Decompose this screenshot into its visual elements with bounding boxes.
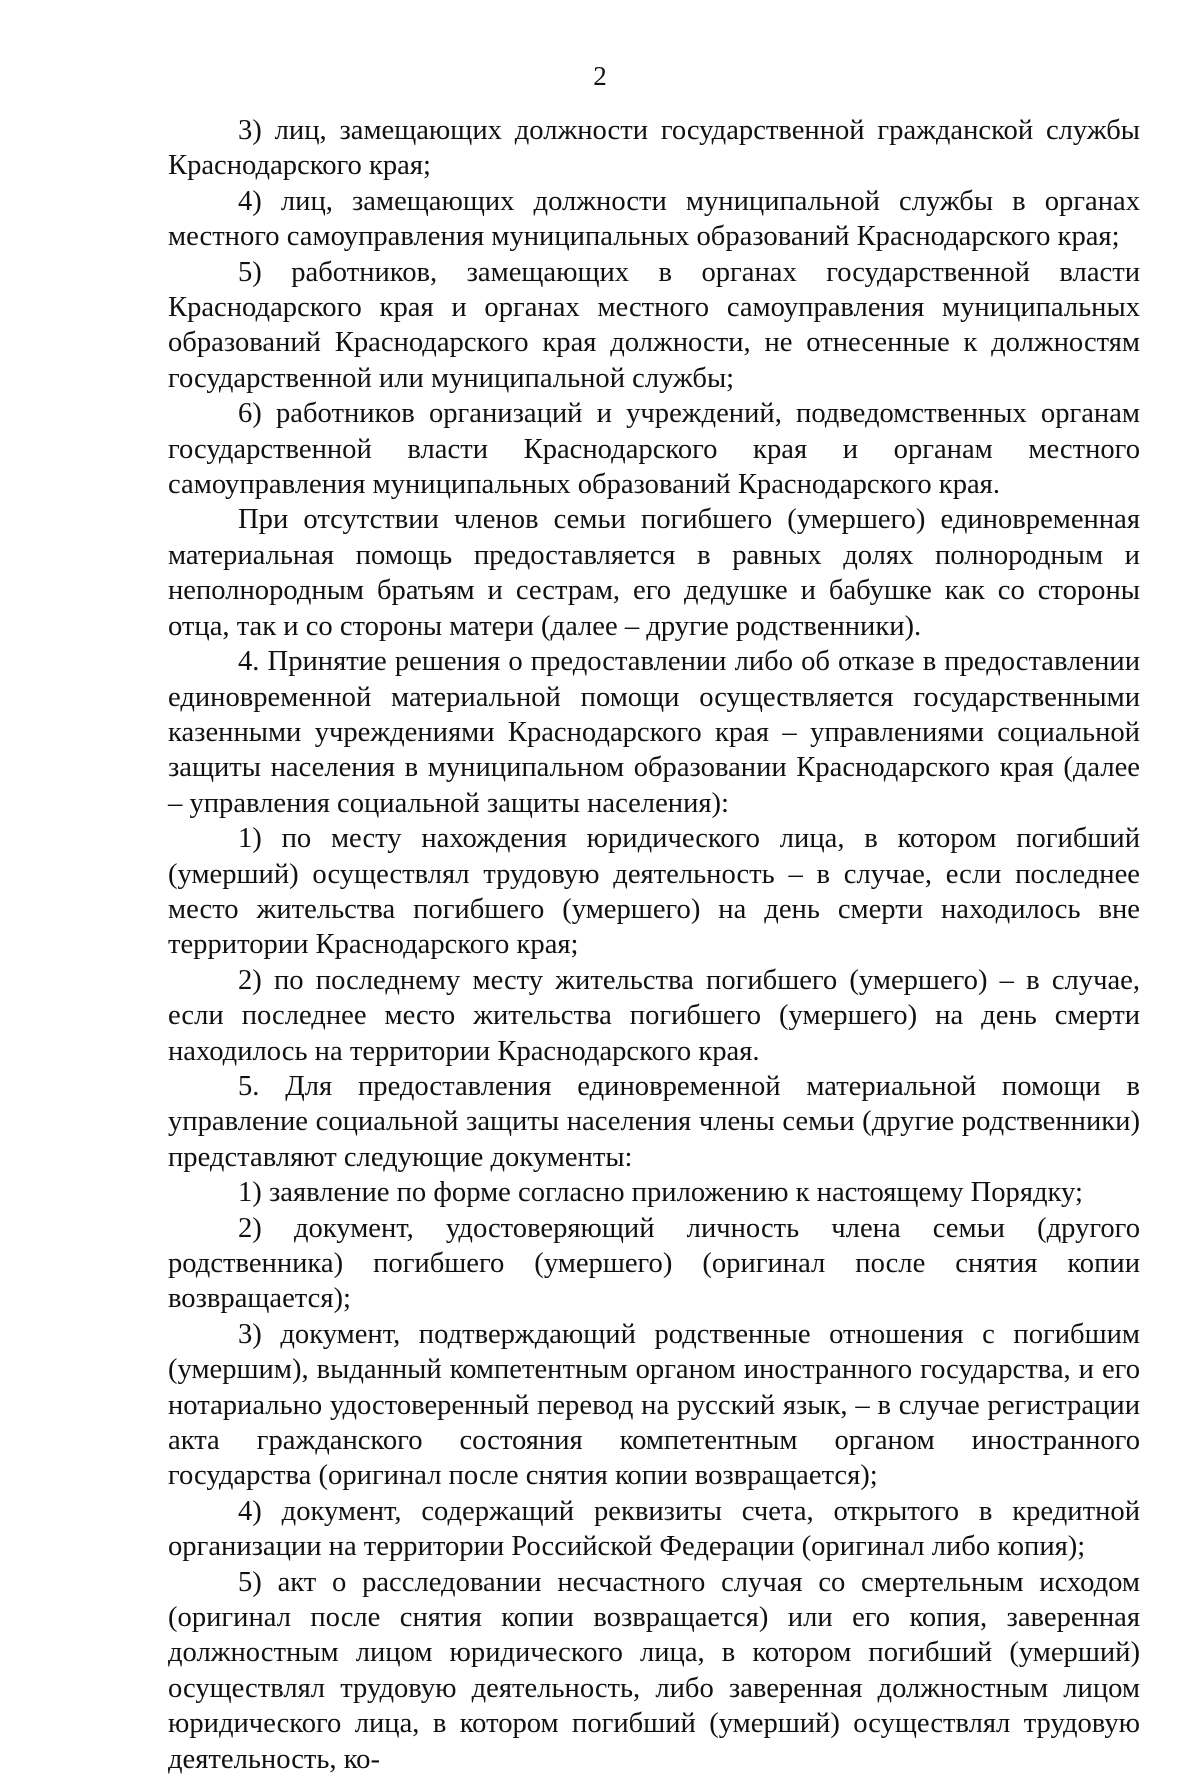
document-body xyxy=(168,113,1140,1777)
paragraph-section-5-item-3: 3) документ, подтверждающий родственные отношения с погибшим (умершим), выданный компетентным органом иностранного государства, и его нотариально удостоверенный перевод на русский язык, – в случае регистрации акта гражданского состояния компетентным органом иностранного государства (оригинал после снятия копии возвращается); xyxy=(168,1318,1140,1492)
paragraph-section-5-item-4: 4) документ, содержащий реквизиты счета, открытого в кредитной организации на территории Российской Федерации (оригинал либо копия); xyxy=(168,1495,1140,1563)
paragraph-item-6-subordinate-organizations: 6) работников организаций и учреждений, подведомственных органам государственной власти Краснодарского края и органам местного самоуправления муниципальных образований Краснодарского края. xyxy=(168,398,1140,501)
paragraph-item-5-employees: 5) работников, замещающих в органах государственной власти Краснодарского края и органах местного самоуправления муниципальных образований Краснодарского края должности, не отнесенные к должностям государственной или муниципальной службы; xyxy=(168,256,1140,394)
paragraph-section-5-item-1: 1) заявление по форме согласно приложению к настоящему Порядку; xyxy=(238,1177,1083,1209)
paragraph-other-relatives: При отсутствии членов семьи погибшего (умершего) единовременная материальная помощь предоставляется в равных долях полнородным и неполнородным братьям и сестрам, его дедушке и бабушке как со стороны отца, так и со стороны матери (далее – другие родственники). xyxy=(168,504,1140,642)
paragraph-section-5: 5. Для предоставления единовременной материальной помощи в управление социальной защиты населения члены семьи (другие родственники) представляют следующие документы: xyxy=(168,1070,1140,1173)
paragraph-section-4-item-2: 2) по последнему месту жительства погибшего (умершего) – в случае, если последнее место жительства погибшего (умершего) на день смерти находилось на территории Краснодарского края. xyxy=(168,964,1140,1067)
paragraph-section-4: 4. Принятие решения о предоставлении либо об отказе в предоставлении единовременной материальной помощи осуществляется государственными казенными учреждениями Краснодарского края – управлениями социальной защиты населения в муниципальном образовании Краснодарского края (далее – управления социальной защиты населения): xyxy=(168,646,1140,819)
paragraph-section-4-item-1: 1) по месту нахождения юридического лица, в котором погибший (умерший) осуществлял трудовую деятельность – в случае, если последнее место жительства погибшего (умершего) на день смерти находилось вне территории Краснодарского края; xyxy=(168,823,1140,961)
paragraph-item-4-municipal-service: 4) лиц, замещающих должности муниципальной службы в органах местного самоуправления муниципальных образований Краснодарского края; xyxy=(168,185,1140,253)
page-number: 2 xyxy=(593,61,607,91)
paragraph-item-3-civil-service: 3) лиц, замещающих должности государственной гражданской службы Краснодарского края; xyxy=(168,115,1140,182)
paragraph-section-5-item-2: 2) документ, удостоверяющий личность члена семьи (другого родственника) погибшего (умершего) (оригинал после снятия копии возвращается); xyxy=(168,1212,1140,1315)
paragraph-section-5-item-5: 5) акт о расследовании несчастного случая со смертельным исходом (оригинал после снятия копии возвращается) или его копия, заверенная должностным лицом юридического лица, в котором погибший (умерший) осуществлял трудовую деятельность, либо заверенная должностным лицом юридического лица, в котором погибший (умерший) осуществлял трудовую деятельность, ко- xyxy=(168,1566,1140,1775)
